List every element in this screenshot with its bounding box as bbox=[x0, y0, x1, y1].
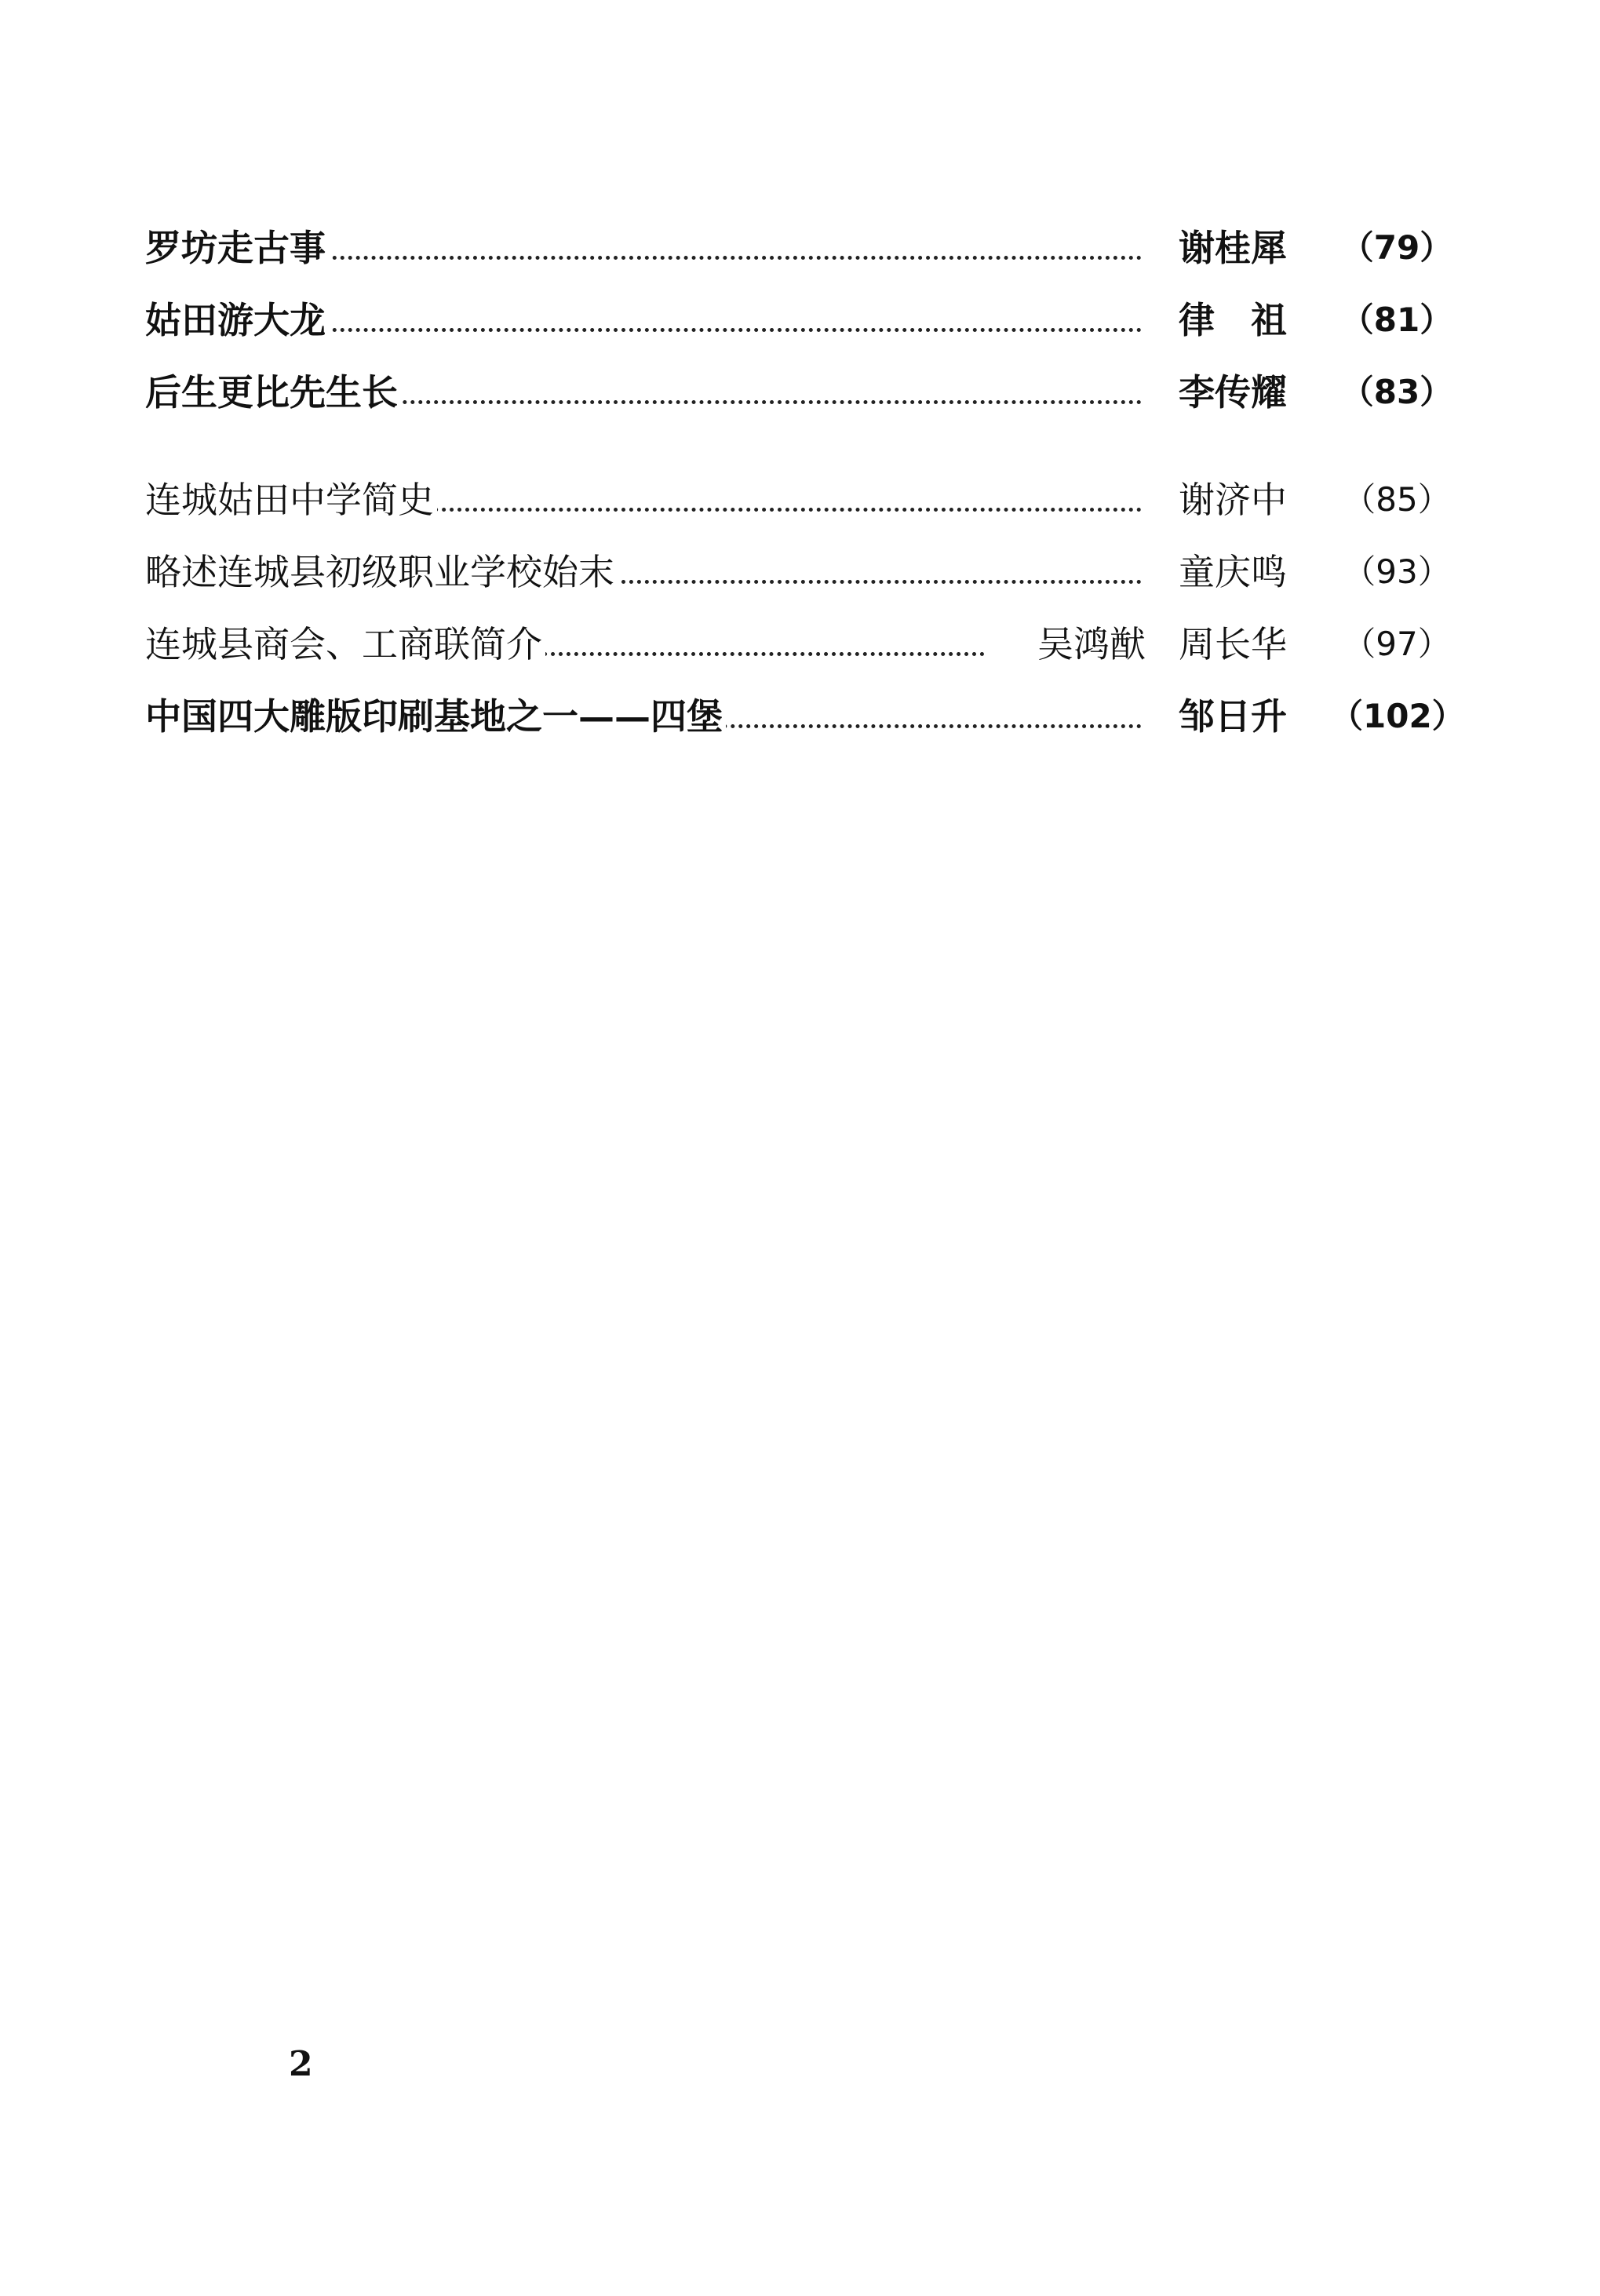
entry-page: （93） bbox=[1343, 552, 1451, 591]
entry-title: 罗坊走古事 bbox=[145, 212, 329, 284]
entry-page: （102） bbox=[1330, 697, 1465, 735]
entry-author: 律 祖 bbox=[1175, 284, 1287, 356]
entry-title: 连城县商会、工商联简介 bbox=[145, 608, 545, 680]
entry-page: （83） bbox=[1340, 373, 1453, 411]
entry-author: 谢桂犀 bbox=[1175, 212, 1287, 284]
entry-author: 谢济中 bbox=[1175, 464, 1287, 536]
entry-author: 李传耀 bbox=[1175, 356, 1287, 428]
toc-entry bbox=[145, 284, 1463, 356]
entry-title: 姑田游大龙 bbox=[145, 284, 329, 356]
entry-author: 周长华 bbox=[1175, 608, 1287, 680]
toc-entry bbox=[145, 680, 1463, 753]
entry-title: 后生更比先生长 bbox=[145, 356, 401, 428]
toc-entry bbox=[145, 356, 1463, 428]
entry-page: （81） bbox=[1340, 301, 1453, 339]
entry-page: （97） bbox=[1343, 625, 1451, 663]
toc-entry bbox=[145, 464, 1463, 536]
entry-author-first: 吴鸿猷 bbox=[1034, 608, 1146, 680]
entry-page: （79） bbox=[1340, 228, 1453, 267]
entry-page: （85） bbox=[1343, 480, 1451, 519]
toc-entry bbox=[145, 608, 1463, 680]
entry-title: 中国四大雕版印刷基地之一——四堡 bbox=[145, 680, 726, 753]
table-of-contents bbox=[145, 212, 1463, 753]
entry-title: 连城姑田中学简史 bbox=[145, 464, 437, 536]
toc-entry bbox=[145, 212, 1463, 284]
entry-title: 略述连城县初级职业学校始末 bbox=[145, 536, 618, 608]
entry-author: 童庆鸣 bbox=[1175, 536, 1287, 608]
entry-author: 邹日升 bbox=[1175, 680, 1287, 753]
page-number: 2 bbox=[289, 2044, 313, 2084]
toc-entry bbox=[145, 536, 1463, 608]
